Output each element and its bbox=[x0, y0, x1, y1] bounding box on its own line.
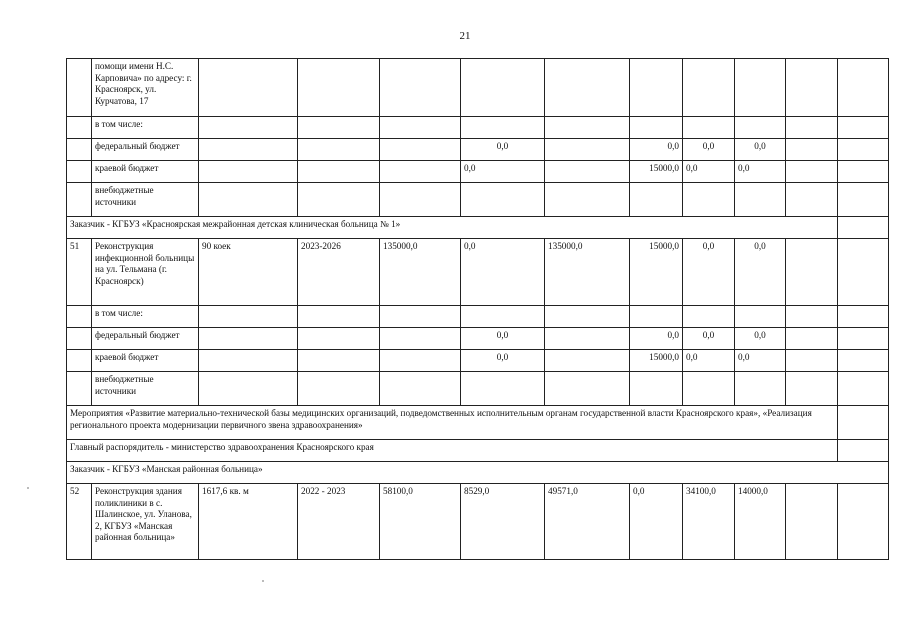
value-cell: 0,0 bbox=[683, 161, 735, 183]
table-row bbox=[67, 117, 889, 139]
program-heading: Мероприятия «Развитие материально-технической базы медицинских организаций, подведомственных исполнительным органам государственной власти Красноярского края», «Реализация регионального проекта модернизации первичного звена здравоохранения» bbox=[67, 406, 838, 440]
object-name-cell: Реконструкция инфекционной больницы на ул. Тельмана (г. Красноярск) bbox=[92, 239, 199, 306]
table-row bbox=[67, 372, 889, 406]
budget-source-cell: внебюджетные источники bbox=[92, 183, 199, 217]
table-row bbox=[67, 462, 889, 484]
budget-source-cell: федеральный бюджет bbox=[92, 139, 199, 161]
scan-speck bbox=[262, 580, 264, 582]
value-cell: 15000,0 bbox=[630, 161, 683, 183]
budget-table bbox=[66, 58, 889, 560]
budget-source-cell: внебюджетные источники bbox=[92, 372, 199, 406]
budget-source-cell: краевой бюджет bbox=[92, 350, 199, 372]
table-row bbox=[67, 328, 889, 350]
value-cell: 34100,0 bbox=[683, 484, 735, 560]
value-cell: 0,0 bbox=[735, 239, 786, 306]
table-row bbox=[67, 139, 889, 161]
period-cell: 2022 - 2023 bbox=[298, 484, 380, 560]
value-cell: 0,0 bbox=[461, 161, 545, 183]
page-number: 21 bbox=[459, 30, 471, 42]
value-cell: 0,0 bbox=[630, 139, 683, 161]
value-cell: 0,0 bbox=[461, 328, 545, 350]
table-row bbox=[67, 217, 889, 239]
capacity-cell: 90 коек bbox=[199, 239, 298, 306]
capacity-cell: 1617,6 кв. м bbox=[199, 484, 298, 560]
total-cell: 135000,0 bbox=[380, 239, 461, 306]
value-cell: 135000,0 bbox=[545, 239, 630, 306]
table-row bbox=[67, 183, 889, 217]
table-row bbox=[67, 484, 889, 560]
row-number-cell bbox=[67, 59, 92, 117]
value-cell: 0,0 bbox=[683, 239, 735, 306]
row-number-cell: 51 bbox=[67, 239, 92, 306]
scan-speck bbox=[27, 487, 29, 489]
value-cell: 0,0 bbox=[630, 484, 683, 560]
table-row bbox=[67, 406, 889, 440]
value-cell: 0,0 bbox=[735, 350, 786, 372]
value-cell: 0,0 bbox=[735, 161, 786, 183]
object-name-cell: помощи имени Н.С. Карповича» по адресу: г. Красноярск, ул. Курчатова, 17 bbox=[92, 59, 199, 117]
manager-heading: Главный распорядитель - министерство здравоохранения Красноярского края bbox=[67, 440, 838, 462]
table-row bbox=[67, 59, 889, 117]
table-row bbox=[67, 306, 889, 328]
value-cell: 0,0 bbox=[461, 239, 545, 306]
value-cell: 14000,0 bbox=[735, 484, 786, 560]
customer-heading: Заказчик - КГБУЗ «Красноярская межрайонная детская клиническая больница № 1» bbox=[67, 217, 838, 239]
budget-source-cell: краевой бюджет bbox=[92, 161, 199, 183]
table-row bbox=[67, 161, 889, 183]
value-cell: 0,0 bbox=[735, 139, 786, 161]
period-cell: 2023-2026 bbox=[298, 239, 380, 306]
customer-heading: Заказчик - КГБУЗ «Манская районная больница» bbox=[67, 462, 889, 484]
total-cell: 58100,0 bbox=[380, 484, 461, 560]
value-cell: 0,0 bbox=[683, 350, 735, 372]
value-cell: 0,0 bbox=[461, 350, 545, 372]
table-row bbox=[67, 239, 889, 306]
value-cell: 15000,0 bbox=[630, 350, 683, 372]
value-cell: 0,0 bbox=[683, 328, 735, 350]
table-row bbox=[67, 440, 889, 462]
row-number-cell: 52 bbox=[67, 484, 92, 560]
value-cell: 0,0 bbox=[683, 139, 735, 161]
value-cell: 49571,0 bbox=[545, 484, 630, 560]
object-name-cell: Реконструкция здания поликлиники в с. Шалинское, ул. Уланова, 2, КГБУЗ «Манская районная больница» bbox=[92, 484, 199, 560]
subheading-cell: в том числе: bbox=[92, 306, 199, 328]
table-row bbox=[67, 350, 889, 372]
value-cell: 0,0 bbox=[735, 328, 786, 350]
value-cell: 15000,0 bbox=[630, 239, 683, 306]
value-cell: 0,0 bbox=[630, 328, 683, 350]
value-cell: 0,0 bbox=[461, 139, 545, 161]
subheading-cell: в том числе: bbox=[92, 117, 199, 139]
budget-source-cell: федеральный бюджет bbox=[92, 328, 199, 350]
value-cell: 8529,0 bbox=[461, 484, 545, 560]
